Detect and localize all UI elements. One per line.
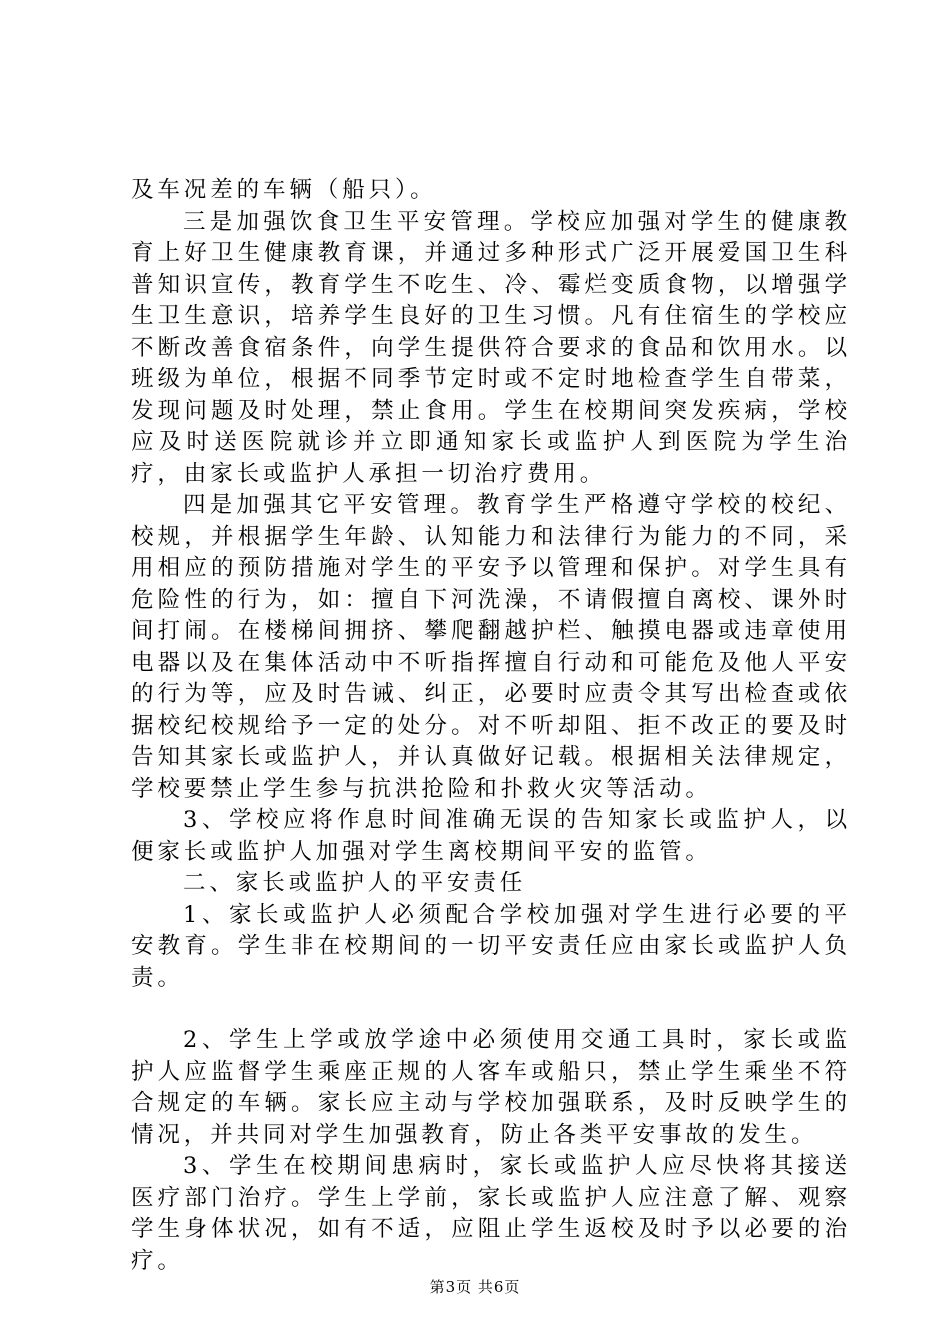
paragraph: 四是加强其它平安管理。教育学生严格遵守学校的校纪、校规，并根据学生年龄、认知能力和法律行为能力的不同，采用相应的预防措施对学生的平安予以管理和保护。对学生具有危险性的行为，如：擅自下河洗澡，不请假擅自离校、课外时间打闹。在楼梯间拥挤、攀爬翻越护栏、触摸电器或违章使用电器以及在集体活动中不听指挥擅自行动和可能危及他人平安的行为等，应及时告诫、纠正，必要时应责令其写出检查或依据校纪校规给予一定的处分。对不听却阻、拒不改正的要及时告知其家长或监护人，并认真做好记载。根据相关法律规定，学校要禁止学生参与抗洪抢险和扑救火灾等活动。 <box>131 492 851 802</box>
paragraph: 3、学生在校期间患病时，家长或监护人应尽快将其接送医疗部门治疗。学生上学前，家长或监护人应注意了解、观察学生身体状况，如有不适，应阻止学生返校及时予以必要的治疗。 <box>131 1153 851 1274</box>
paragraph: 三是加强饮食卫生平安管理。学校应加强对学生的健康教育上好卫生健康教育课，并通过多种形式广泛开展爱国卫生科普知识宣传，教育学生不吃生、冷、霉烂变质食物，以增强学生卫生意识，培养学生良好的卫生习惯。凡有住宿生的学校应不断改善食宿条件，向学生提供符合要求的食品和饮用水。以班级为单位，根据不同季节定时或不定时地检查学生自带菜，发现问题及时处理，禁止食用。学生在校期间突发疾病，学校应及时送医院就诊并立即通知家长或监护人到医院为学生治疗，由家长或监护人承担一切治疗费用。 <box>131 208 851 487</box>
paragraph: 1、家长或监护人必须配合学校加强对学生进行必要的平安教育。学生非在校期间的一切平安责任应由家长或监护人负责。 <box>131 901 851 991</box>
document-body <box>131 175 851 1277</box>
paragraph: 2、学生上学或放学途中必须使用交通工具时，家长或监护人应监督学生乘座正规的人客车或船只，禁止学生乘坐不符合规定的车辆。家长应主动与学校加强联系，及时反映学生的情况，并共同对学生加强教育，防止各类平安事故的发生。 <box>131 1027 851 1148</box>
page-number: 第3页 共6页 <box>429 1278 521 1296</box>
paragraph: 及车况差的车辆（船只）。 <box>131 177 437 203</box>
section-heading: 二、家长或监护人的平安责任 <box>183 870 527 896</box>
paragraph: 3、学校应将作息时间准确无误的告知家长或监护人，以便家长或监护人加强对学生离校期间平安的监管。 <box>131 807 851 865</box>
